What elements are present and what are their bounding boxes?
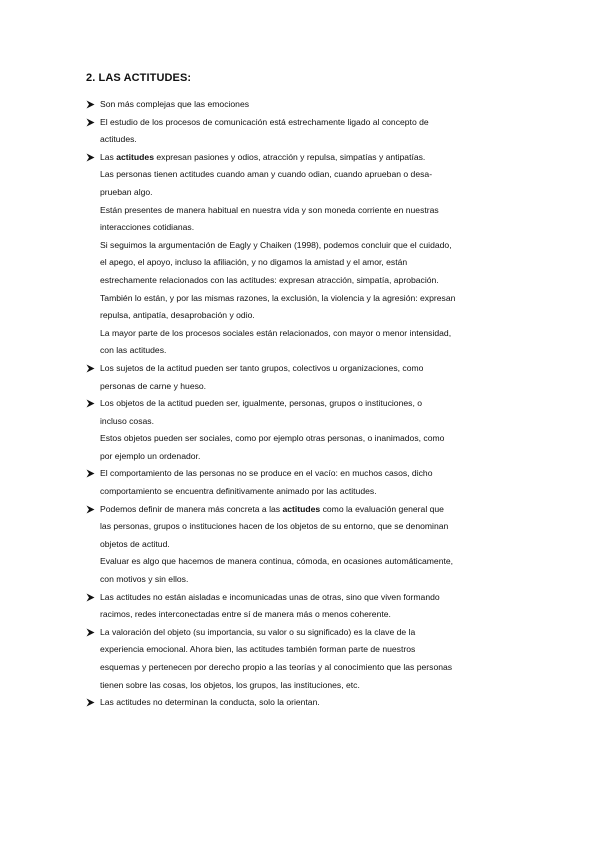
bold-term: actitudes	[282, 503, 321, 514]
list-item-line: La valoración del objeto (su importancia, su valor o su significado) es la clave de la	[100, 626, 416, 637]
list-item-line	[100, 149, 526, 167]
text-segment: expresan pasiones y odios, atracción y repulsa, simpatías y antipatías.	[153, 151, 426, 162]
list-item-line: comportamiento se encuentra definitivamente animado por las actitudes.	[100, 486, 377, 497]
list-item-line: El estudio de los procesos de comunicación está estrechamente ligado al concepto de	[100, 116, 429, 127]
list-item	[86, 96, 526, 114]
list-item-line: el apego, el apoyo, incluso la afiliación, y no digamos la amistad y el amor, están	[100, 257, 408, 268]
list-item	[86, 694, 526, 712]
text-segment: Podemos definir de manera más concreta a las	[100, 503, 283, 514]
list-item-line: Los sujetos de la actitud pueden ser tanto grupos, colectivos u organizaciones, como	[100, 362, 424, 373]
arrowhead-bullet-icon	[86, 469, 95, 478]
list-item-line: las personas, grupos o instituciones hacen de los objetos de su entorno, que se denominan	[100, 521, 449, 532]
list-item	[86, 624, 526, 694]
list-item	[86, 395, 526, 465]
list-item-line: esquemas y pertenecen por derecho propio a las teorías y al conocimiento que las personas	[100, 662, 453, 672]
list-item-line: Evaluar es algo que hacemos de manera continua, cómoda, en ocasiones automáticamente,	[100, 556, 454, 567]
bullet-list	[86, 96, 526, 712]
list-item-line: Son más complejas que las emociones	[100, 99, 250, 109]
list-item-line: Están presentes de manera habitual en nuestra vida y son moneda corriente en nuestras	[100, 204, 439, 215]
list-item-line: actitudes.	[100, 134, 137, 145]
list-item-line: Si seguimos la argumentación de Eagly y Chaiken (1998), podemos concluir que el cuidado,	[100, 239, 452, 250]
list-item-line	[100, 501, 526, 519]
arrowhead-bullet-icon	[86, 100, 95, 109]
bold-term: actitudes	[116, 151, 154, 162]
list-item-line: La mayor parte de los procesos sociales están relacionados, con mayor o menor intensidad,	[100, 327, 452, 338]
arrowhead-bullet-icon	[86, 628, 95, 637]
text-segment: como la evaluación general que	[320, 503, 444, 514]
list-item-line: racimos, redes interconectadas entre sí de manera más o menos coherente.	[100, 609, 391, 620]
arrowhead-bullet-icon	[86, 364, 95, 373]
arrowhead-bullet-icon	[86, 698, 95, 707]
list-item-line: estrechamente relacionados con las actitudes: expresan atracción, simpatía, aprobación.	[100, 274, 439, 285]
list-item-line: experiencia emocional. Ahora bien, las actitudes también forman parte de nuestros	[100, 644, 416, 655]
arrowhead-bullet-icon	[86, 153, 95, 162]
list-item-line: con las actitudes.	[100, 345, 167, 356]
list-item-line: personas de carne y hueso.	[100, 380, 207, 391]
section-title: 2. LAS ACTITUDES:	[86, 72, 192, 84]
list-item-line: prueban algo.	[100, 186, 153, 197]
list-item	[86, 149, 526, 360]
arrowhead-bullet-icon	[86, 593, 95, 602]
arrowhead-bullet-icon	[86, 505, 95, 514]
list-item-line: Las actitudes no están aisladas e incomunicadas unas de otras, sino que viven formando	[100, 591, 440, 602]
list-item-line: repulsa, antipatía, desaprobación y odio.	[100, 310, 255, 321]
list-item-line: El comportamiento de las personas no se produce en el vacío: en muchos casos, dicho	[100, 468, 433, 479]
list-item-line: Los objetos de la actitud pueden ser, igualmente, personas, grupos o instituciones, o	[100, 398, 422, 409]
arrowhead-bullet-icon	[86, 399, 95, 408]
list-item-line: por ejemplo un ordenador.	[100, 450, 201, 461]
list-item-line: Estos objetos pueden ser sociales, como por ejemplo otras personas, o inanimados, como	[100, 433, 445, 444]
list-item	[86, 501, 526, 589]
list-item-line: interacciones cotidianas.	[100, 222, 195, 233]
list-item	[86, 360, 526, 395]
list-item	[86, 589, 526, 624]
list-item-line: incluso cosas.	[100, 415, 154, 426]
list-item-line: Las personas tienen actitudes cuando aman y cuando odian, cuando aprueban o desa-	[100, 169, 433, 180]
list-item	[86, 114, 526, 149]
list-item-line: con motivos y sin ellos.	[100, 574, 189, 585]
list-item-line: Las actitudes no determinan la conducta, solo la orientan.	[100, 697, 320, 708]
text-segment: Las	[100, 151, 117, 162]
list-item-line: tienen sobre las cosas, los objetos, los grupos, las instituciones, etc.	[100, 679, 360, 690]
list-item-line: objetos de actitud.	[100, 538, 170, 549]
list-item-line: También lo están, y por las mismas razones, la exclusión, la violencia y la agresión: expresan	[100, 292, 456, 303]
list-item	[86, 465, 526, 500]
arrowhead-bullet-icon	[86, 118, 95, 127]
